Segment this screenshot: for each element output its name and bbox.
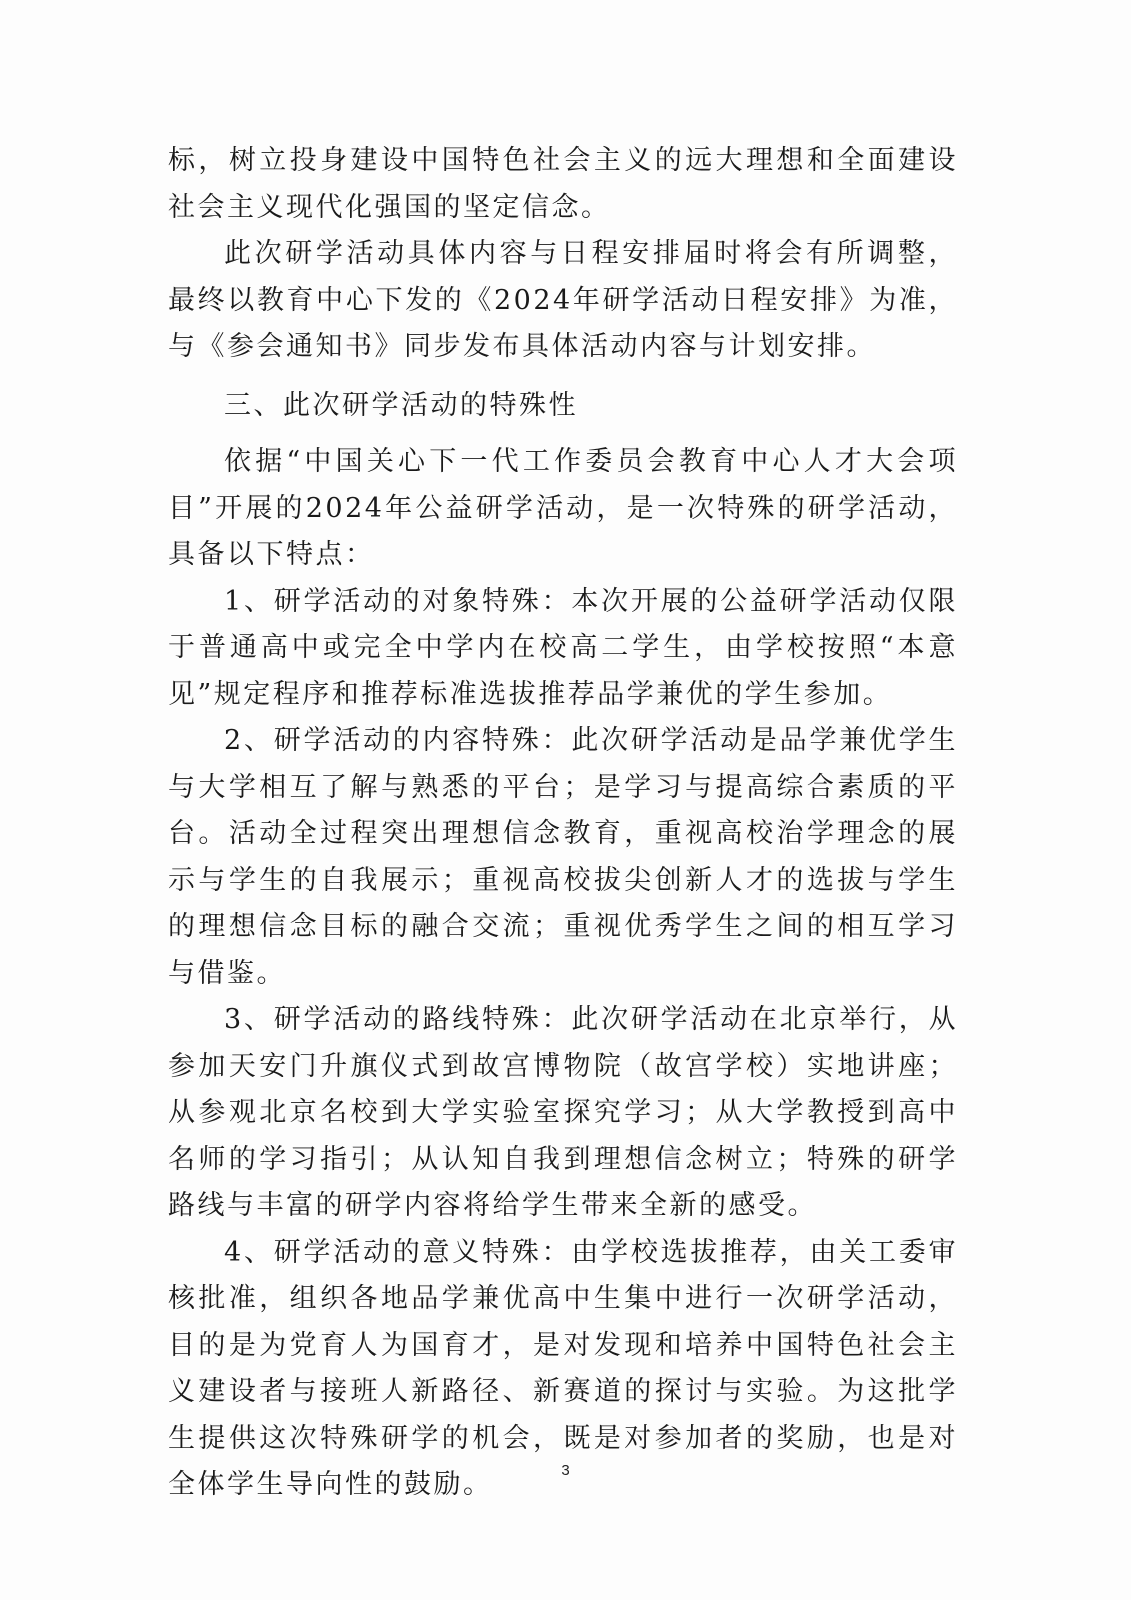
- body-text: [168, 138, 958, 1509]
- page-number: 3: [561, 1462, 570, 1479]
- paragraph-intro: 依据“中国关心下一代工作委员会教育中心人才大会项目”开展的2024年公益研学活动，是一次特殊的研学活动，具备以下特点：: [168, 446, 958, 570]
- paragraph-item-4: 4、研学活动的意义特殊：由学校选拔推荐，由关工委审核批准，组织各地品学兼优高中生集中进行一次研学活动，目的是为党育人为国育才，是对发现和培养中国特色社会主义建设者与接班人新路径、新赛道的探讨与实验。为这批学生提供这次特殊研学的机会，既是对参加者的奖励，也是对全体学生导向性的鼓励。: [168, 1236, 958, 1500]
- paragraph-item-2: 2、研学活动的内容特殊：此次研学活动是品学兼优学生与大学相互了解与熟悉的平台；是学习与提高综合素质的平台。活动全过程突出理想信念教育，重视高校治学理念的展示与学生的自我展示；重视高校拔尖创新人才的选拔与学生的理想信念目标的融合交流；重视优秀学生之间的相互学习与借鉴。: [168, 725, 958, 989]
- paragraph-schedule-note: 此次研学活动具体内容与日程安排届时将会有所调整，最终以教育中心下发的《2024年研学活动日程安排》为准，与《参会通知书》同步发布具体活动内容与计划安排。: [168, 238, 958, 362]
- paragraph-continuation: 标，树立投身建设中国特色社会主义的远大理想和全面建设社会主义现代化强国的坚定信念。: [168, 145, 958, 223]
- paragraph-item-3: 3、研学活动的路线特殊：此次研学活动在北京举行，从参加天安门升旗仪式到故宫博物院（故宫学校）实地讲座；从参观北京名校到大学实验室探究学习；从大学教授到高中名师的学习指引；从认知自我到理想信念树立；特殊的研学路线与丰富的研学内容将给学生带来全新的感受。: [168, 1004, 958, 1221]
- section-heading: 三、此次研学活动的特殊性: [224, 389, 578, 421]
- paragraph-item-1: 1、研学活动的对象特殊：本次开展的公益研学活动仅限于普通高中或完全中学内在校高二学生，由学校按照“本意见”规定程序和推荐标准选拔推荐品学兼优的学生参加。: [168, 585, 958, 710]
